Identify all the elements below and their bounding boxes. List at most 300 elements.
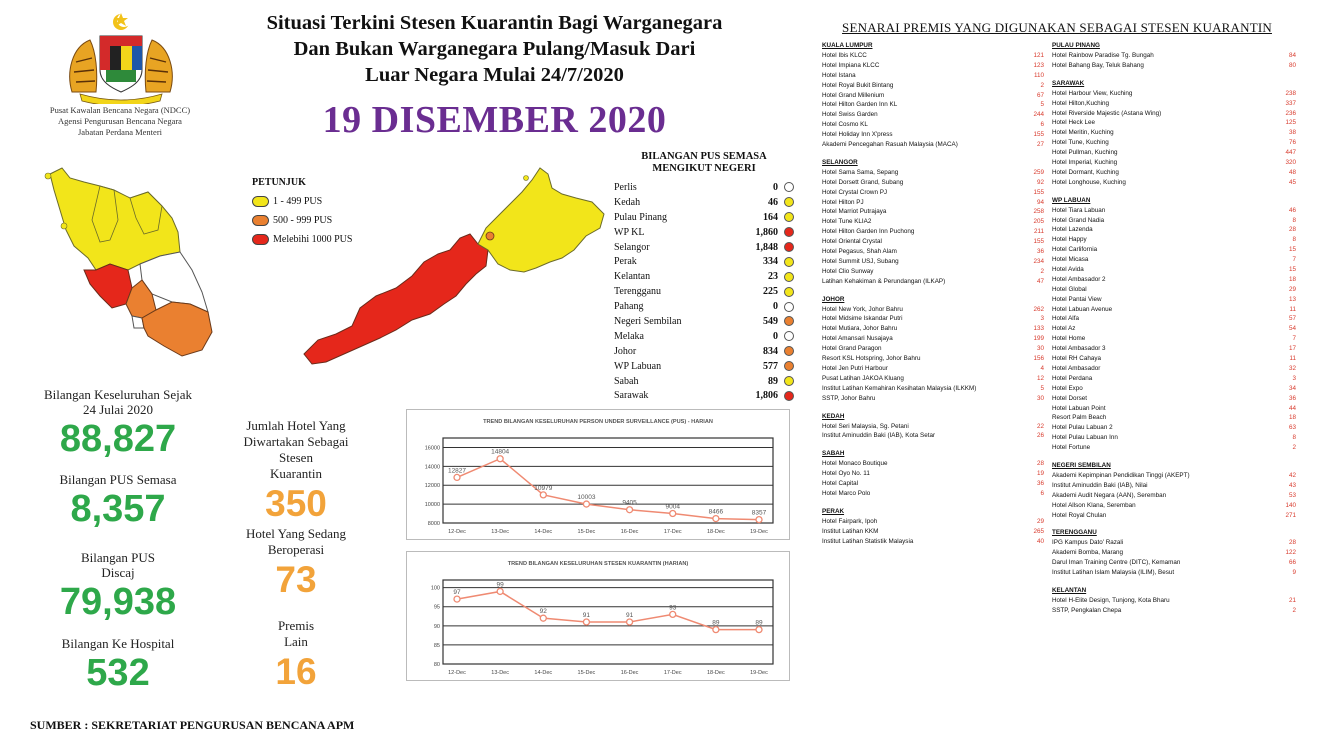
premises-name: Hotel Hilton,Kuching — [1052, 99, 1110, 107]
gazetted-label-line: Jumlah Hotel Yang — [246, 418, 346, 433]
state-name: Melaka — [614, 330, 644, 342]
premises-row — [822, 344, 1044, 354]
state-status-dot — [784, 361, 794, 371]
premises-row — [1052, 109, 1296, 119]
premises-count: 30 — [1036, 394, 1044, 402]
x-tick-label: 19-Dec — [750, 529, 768, 535]
premises-count: 9 — [1292, 569, 1296, 577]
data-label: 10979 — [534, 484, 553, 492]
premises-name: Hotel Home — [1052, 335, 1086, 343]
premises-row — [822, 61, 1044, 71]
premises-count: 12 — [1036, 374, 1044, 382]
premises-name: Hotel Ambasador 2 — [1052, 275, 1106, 283]
premises-row — [822, 130, 1044, 140]
premises-count: 15 — [1288, 266, 1296, 274]
premises-name: Hotel H-Elite Design, Tunjong, Kota Bharu — [1052, 596, 1170, 604]
premises-section — [822, 295, 1044, 404]
premises-count: 66 — [1288, 559, 1296, 567]
premises-state-title: KEDAH — [822, 412, 845, 420]
premises-count: 2 — [1040, 267, 1044, 275]
premises-name: Hotel Istana — [822, 71, 856, 79]
premises-count: 271 — [1285, 511, 1296, 519]
state-pus-value: 23 — [768, 271, 778, 283]
data-label: 97 — [453, 589, 461, 597]
premises-section — [1052, 41, 1296, 71]
premises-column-right — [1052, 41, 1296, 624]
data-point — [583, 619, 589, 625]
state-row — [614, 299, 794, 314]
x-tick-label: 14-Dec — [534, 670, 553, 676]
state-pus-value: 1,806 — [755, 390, 778, 402]
premises-count: 122 — [1285, 549, 1296, 557]
premises-row — [1052, 216, 1296, 226]
premises-name: Hotel Pullman, Kuching — [1052, 149, 1118, 157]
premises-count: 28 — [1288, 539, 1296, 547]
premises-count: 45 — [1288, 178, 1296, 186]
state-pus-value: 0 — [773, 330, 778, 342]
premises-row — [1052, 128, 1296, 138]
discharged-label-line: Discaj — [101, 565, 135, 580]
x-tick-label: 18-Dec — [706, 529, 725, 535]
premises-name: Hotel Avida — [1052, 266, 1084, 274]
premises-row — [822, 91, 1044, 101]
premises-count: 36 — [1288, 394, 1296, 402]
premises-row — [822, 324, 1044, 334]
other-premises-value: 16 — [275, 651, 317, 692]
data-point — [454, 596, 460, 602]
state-row — [614, 210, 794, 225]
state-name: Terengganu — [614, 286, 662, 298]
premises-name: Hotel Impiana KLCC — [822, 61, 880, 69]
agency-name — [32, 105, 208, 138]
premises-count: 8 — [1292, 434, 1296, 442]
premises-name: Latihan Kehakiman & Perundangan (ILKAP) — [822, 277, 946, 285]
premises-name: Hotel Cosmo KL — [822, 121, 868, 129]
premises-row — [822, 188, 1044, 198]
premises-name: Resort KSL Hotspring, Johor Bahru — [822, 355, 921, 363]
other-premises-block — [232, 618, 360, 694]
premises-name: Hotel Mutiara, Johor Bahru — [822, 325, 898, 333]
operating-label-line: Hotel Yang Sedang — [245, 526, 347, 541]
x-tick-label: 12-Dec — [448, 670, 466, 676]
data-point — [454, 474, 460, 480]
premises-row — [822, 71, 1044, 81]
data-point — [540, 615, 546, 621]
state-row — [614, 329, 794, 344]
premises-count: 2 — [1292, 444, 1296, 452]
states-table-title — [614, 151, 794, 175]
premises-row — [1052, 235, 1296, 245]
premises-name: Hotel Dormant, Kuching — [1052, 168, 1119, 176]
premises-count: 211 — [1033, 228, 1044, 236]
premises-count: 205 — [1033, 218, 1044, 226]
premises-name: Hotel Heck Lee — [1052, 119, 1096, 127]
state-row — [614, 344, 794, 359]
premises-row — [822, 394, 1044, 404]
state-name: Perak — [614, 256, 637, 268]
legend-swatch — [252, 234, 269, 245]
premises-row — [1052, 285, 1296, 295]
premises-name: SSTP, Pengkalan Chepa — [1052, 606, 1122, 614]
premises-section — [1052, 586, 1296, 616]
premises-section — [1052, 79, 1296, 188]
x-tick-label: 19-Dec — [750, 670, 768, 676]
premises-row — [1052, 344, 1296, 354]
current-pus-label: Bilangan PUS Semasa — [59, 472, 177, 487]
premises-name: Hotel Hilton Garden Inn KL — [822, 101, 898, 109]
station-trend-svg — [407, 552, 789, 680]
premises-row — [822, 537, 1044, 547]
premises-row — [1052, 423, 1296, 433]
premises-count: 40 — [1036, 537, 1044, 545]
state-name: Selangor — [614, 241, 650, 253]
state-row — [614, 240, 794, 255]
premises-name: Akademi Pencegahan Rasuah Malaysia (MACA) — [822, 141, 958, 149]
data-label: 92 — [539, 608, 547, 616]
premises-name: Hotel Hilton PJ — [822, 198, 864, 206]
premises-count: 76 — [1288, 139, 1296, 147]
premises-name: Hotel Swiss Garden — [822, 111, 878, 119]
premises-count: 125 — [1285, 119, 1296, 127]
agency-line: Agensi Pengurusan Bencana Negara — [58, 116, 182, 126]
data-label: 9405 — [622, 499, 637, 507]
premises-row — [1052, 178, 1296, 188]
legend-swatch — [252, 215, 269, 226]
premises-row — [822, 479, 1044, 489]
premises-row — [1052, 158, 1296, 168]
premises-count: 11 — [1289, 305, 1296, 313]
title-line: Situasi Terkini Stesen Kuarantin Bagi Warganegara — [266, 12, 723, 34]
total-label-line: 24 Julai 2020 — [82, 402, 154, 417]
legend-label: 1 - 499 PUS — [273, 196, 323, 207]
gazetted-label-line: Diwartakan Sebagai Stesen — [243, 434, 349, 465]
premises-count: 36 — [1036, 248, 1044, 256]
premises-row — [822, 207, 1044, 217]
legend-label: 500 - 999 PUS — [273, 215, 333, 226]
premises-name: Institut Aminuddin Baki (IAB), Nilai — [1052, 481, 1148, 489]
premises-count: 13 — [1288, 295, 1296, 303]
premises-state-title: KUALA LUMPUR — [822, 42, 873, 49]
state-row — [614, 195, 794, 210]
premises-count: 15 — [1288, 246, 1296, 254]
premises-name: Hotel Seri Malaysia, Sg. Petani — [822, 422, 909, 430]
data-label: 89 — [755, 619, 763, 627]
source-note: SUMBER : SEKRETARIAT PENGURUSAN BENCANA APM — [30, 718, 355, 732]
total-pus-value: 88,827 — [59, 418, 177, 460]
premises-section — [822, 449, 1044, 499]
premises-name: Hotel Dorset — [1052, 394, 1087, 402]
premises-count: 123 — [1033, 61, 1044, 69]
state-name: Sarawak — [614, 390, 649, 402]
y-tick-label: 12000 — [424, 483, 440, 490]
premises-state-title: TERENGGANU — [1052, 529, 1097, 537]
premises-name: Institut Latihan Kemahiran Kesihatan Malaysia (ILKKM) — [822, 384, 977, 392]
state-status-dot — [784, 302, 794, 312]
premises-count: 53 — [1288, 491, 1296, 499]
premises-name: Hotel Jen Putri Harbour — [822, 364, 888, 372]
data-point — [627, 619, 633, 625]
data-label: 8357 — [751, 509, 767, 517]
state-row — [614, 225, 794, 240]
premises-name: Hotel Crystal Crown PJ — [822, 188, 888, 196]
data-label: 9004 — [665, 503, 680, 511]
premises-count: 155 — [1033, 188, 1044, 196]
premises-count: 26 — [1036, 432, 1044, 440]
premises-state-title: PULAU PINANG — [1052, 42, 1100, 49]
premises-name: Pusat Latihan JAKOA Kluang — [822, 374, 904, 382]
premises-row — [822, 140, 1044, 150]
state-row — [614, 314, 794, 329]
data-label: 12827 — [447, 467, 467, 475]
premises-section — [1052, 196, 1296, 453]
premises-row — [822, 168, 1044, 178]
premises-row — [1052, 334, 1296, 344]
premises-count: 447 — [1285, 149, 1296, 157]
premises-row — [822, 217, 1044, 227]
premises-row — [822, 267, 1044, 277]
premises-row — [1052, 245, 1296, 255]
premises-name: Hotel Tiara Labuan — [1052, 206, 1106, 214]
data-label: 8466 — [708, 508, 724, 516]
premises-count: 38 — [1288, 129, 1296, 137]
y-tick-label: 16000 — [424, 445, 440, 452]
operating-label-line: Beroperasi — [267, 542, 325, 557]
premises-row — [1052, 558, 1296, 568]
premises-count: 337 — [1285, 99, 1296, 107]
state-status-dot — [784, 376, 794, 386]
premises-name: Hotel Global — [1052, 285, 1087, 293]
premises-row — [1052, 538, 1296, 548]
state-row — [614, 254, 794, 269]
premises-name: IPG Kampus Dato' Razali — [1052, 539, 1124, 547]
states-title-line: MENGIKUT NEGERI — [652, 163, 756, 174]
state-name: Pahang — [614, 301, 644, 313]
premises-count: 8 — [1292, 216, 1296, 224]
premises-name: Hotel Ambasador — [1052, 364, 1101, 372]
premises-state-title: SELANGOR — [822, 158, 858, 166]
premises-row — [822, 81, 1044, 91]
premises-name: Hotel Ambasador 3 — [1052, 345, 1106, 353]
y-tick-label: 100 — [430, 585, 440, 592]
data-point — [540, 492, 546, 498]
state-pus-value: 577 — [763, 360, 778, 372]
x-tick-label: 14-Dec — [534, 529, 553, 535]
state-name: Negeri Sembilan — [614, 315, 682, 327]
gazetted-hotels-block — [232, 418, 360, 526]
premises-count: 28 — [1288, 226, 1296, 234]
premises-row — [822, 227, 1044, 237]
current-pus-value: 8,357 — [70, 488, 166, 530]
premises-row — [822, 431, 1044, 441]
hospital-value: 532 — [86, 652, 150, 694]
premises-count: 94 — [1036, 198, 1044, 206]
state-pus-value: 834 — [763, 345, 778, 357]
premises-count: 140 — [1285, 501, 1296, 509]
premises-row — [1052, 275, 1296, 285]
state-pus-value: 549 — [763, 315, 778, 327]
premises-name: Hotel Summit USJ, Subang — [822, 257, 899, 265]
title-line: Dan Bukan Warganegara Pulang/Masuk Dari — [293, 38, 696, 60]
premises-count: 7 — [1292, 335, 1296, 343]
premises-count: 236 — [1285, 109, 1296, 117]
state-row — [614, 180, 794, 195]
state-row — [614, 374, 794, 389]
premises-name: Hotel Sama Sama, Sepang — [822, 168, 899, 176]
state-pus-value: 46 — [768, 196, 778, 208]
discharged-pus-block — [30, 550, 206, 624]
state-status-dot — [784, 391, 794, 401]
y-tick-label: 8000 — [427, 521, 440, 527]
states-title-line: BILANGAN PUS SEMASA — [641, 151, 767, 162]
x-tick-label: 15-Dec — [577, 529, 596, 535]
premises-count: 30 — [1036, 345, 1044, 353]
state-pus-value: 1,848 — [755, 241, 778, 253]
premises-row — [1052, 305, 1296, 315]
chart-title: TREND BILANGAN KESELURUHAN PERSON UNDER SURVEILLANCE (PUS) - HARIAN — [483, 419, 713, 425]
data-point — [756, 627, 762, 633]
premises-count: 63 — [1288, 424, 1296, 432]
premises-name: Hotel Monaco Boutique — [822, 460, 888, 468]
premises-section — [1052, 528, 1296, 578]
premises-row — [1052, 443, 1296, 453]
other-label-line: Lain — [284, 634, 308, 649]
premises-state-title: PERAK — [822, 507, 845, 515]
total-label-line: Bilangan Keseluruhan Sejak — [43, 387, 192, 402]
premises-count: 265 — [1033, 527, 1044, 535]
premises-row — [822, 459, 1044, 469]
state-row — [614, 388, 794, 403]
premises-count: 28 — [1036, 460, 1044, 468]
x-tick-label: 17-Dec — [663, 670, 682, 676]
premises-name: Hotel Riverside Majestic (Astana Wing) — [1052, 109, 1162, 117]
premises-count: 110 — [1033, 71, 1044, 79]
premises-count: 18 — [1288, 414, 1296, 422]
legend-title: PETUNJUK — [252, 177, 306, 188]
state-status-dot — [784, 331, 794, 341]
premises-name: Akademi Kepimpinan Pendidikan Tinggi (AKEPT) — [1052, 471, 1190, 479]
chart-title: TREND BILANGAN KESELURUHAN STESEN KUARANTIN (HARIAN) — [507, 561, 689, 567]
premises-state-title: KELANTAN — [1052, 586, 1087, 594]
premises-name: Hotel Oyo No. 11 — [822, 470, 870, 478]
premises-name: Hotel Royal Bukit Bintang — [822, 81, 894, 89]
premises-row — [1052, 404, 1296, 414]
premises-name: Hotel Happy — [1052, 236, 1087, 244]
discharged-pus-value: 79,938 — [59, 581, 177, 623]
premises-row — [1052, 511, 1296, 521]
premises-row — [822, 334, 1044, 344]
premises-row — [1052, 394, 1296, 404]
premises-name: Hotel Pulau Labuan Inn — [1052, 434, 1118, 442]
premises-name: Hotel Capital — [822, 480, 859, 488]
state-name: Kelantan — [614, 271, 651, 283]
premises-row — [822, 51, 1044, 61]
premises-name: Hotel Grand Nadia — [1052, 216, 1105, 224]
discharged-label-line: Bilangan PUS — [80, 550, 156, 565]
premises-row — [822, 469, 1044, 479]
premises-row — [822, 100, 1044, 110]
premises-name: Hotel Bahang Bay, Teluk Bahang — [1052, 61, 1144, 69]
state-pus-value: 164 — [763, 211, 778, 223]
x-tick-label: 16-Dec — [620, 670, 639, 676]
premises-count: 3 — [1292, 374, 1296, 382]
state-pus-value: 89 — [768, 375, 778, 387]
premises-count: 22 — [1036, 422, 1044, 430]
premises-name: Hotel Grand Paragon — [822, 345, 882, 353]
premises-count: 11 — [1289, 355, 1296, 363]
data-label: 10003 — [577, 494, 596, 502]
pus-trend-chart — [406, 409, 790, 540]
state-status-dot — [784, 346, 794, 356]
premises-count: 47 — [1036, 277, 1044, 285]
premises-row — [1052, 225, 1296, 235]
data-point — [670, 611, 676, 617]
premises-count: 3 — [1040, 315, 1044, 323]
state-name: WP Labuan — [614, 360, 662, 372]
premises-row — [822, 517, 1044, 527]
premises-state-title: NEGERI SEMBILAN — [1052, 461, 1111, 469]
data-point — [627, 507, 633, 513]
premises-row — [822, 314, 1044, 324]
premises-count: 54 — [1288, 325, 1296, 333]
premises-row — [822, 364, 1044, 374]
x-tick-label: 12-Dec — [448, 529, 466, 535]
state-pus-value: 0 — [773, 181, 778, 193]
premises-row — [1052, 491, 1296, 501]
premises-row — [822, 422, 1044, 432]
data-point — [497, 588, 503, 594]
state-status-dot — [784, 227, 794, 237]
premises-count: 5 — [1040, 384, 1044, 392]
premises-name: Hotel Perdana — [1052, 374, 1093, 382]
x-tick-label: 15-Dec — [577, 670, 596, 676]
premises-row — [1052, 471, 1296, 481]
premises-name: Hotel Hilton Garden Inn Puchong — [822, 228, 915, 236]
premises-row — [1052, 364, 1296, 374]
data-label: 14804 — [491, 448, 510, 456]
premises-count: 258 — [1033, 208, 1044, 216]
premises-name: Hotel Alfa — [1052, 315, 1079, 323]
premises-name: Akademi Bomba, Marang — [1052, 549, 1124, 557]
state-row — [614, 284, 794, 299]
premises-count: 155 — [1033, 238, 1044, 246]
state-status-dot — [784, 272, 794, 282]
premises-count: 155 — [1033, 131, 1044, 139]
state-status-dot — [784, 212, 794, 222]
y-tick-label: 14000 — [424, 464, 440, 471]
premises-count: 84 — [1288, 52, 1296, 59]
state-name: Johor — [614, 345, 637, 357]
data-point — [670, 511, 676, 517]
premises-name: Hotel Labuan Point — [1052, 404, 1106, 412]
y-tick-label: 10000 — [424, 502, 440, 509]
premises-name: Hotel Grand Millenium — [822, 91, 885, 99]
premises-state-title: SABAH — [822, 450, 845, 458]
x-tick-label: 16-Dec — [620, 529, 639, 535]
premises-name: Hotel Marriot Putrajaya — [822, 208, 887, 216]
premises-count: 6 — [1040, 489, 1044, 497]
premises-count: 29 — [1288, 285, 1296, 293]
peninsular-malaysia-map — [40, 160, 220, 375]
premises-name: SSTP, Johor Bahru — [822, 394, 876, 402]
states-table — [614, 180, 794, 403]
premises-name: Hotel Lazenda — [1052, 226, 1093, 234]
premises-count: 48 — [1288, 168, 1296, 176]
premises-row — [822, 198, 1044, 208]
legend-swatch — [252, 196, 269, 207]
premises-name: Hotel Pulau Labuan 2 — [1052, 424, 1113, 432]
premises-name: Hotel Royal Chulan — [1052, 511, 1107, 519]
premises-name: Hotel Oriental Crystal — [822, 238, 882, 246]
